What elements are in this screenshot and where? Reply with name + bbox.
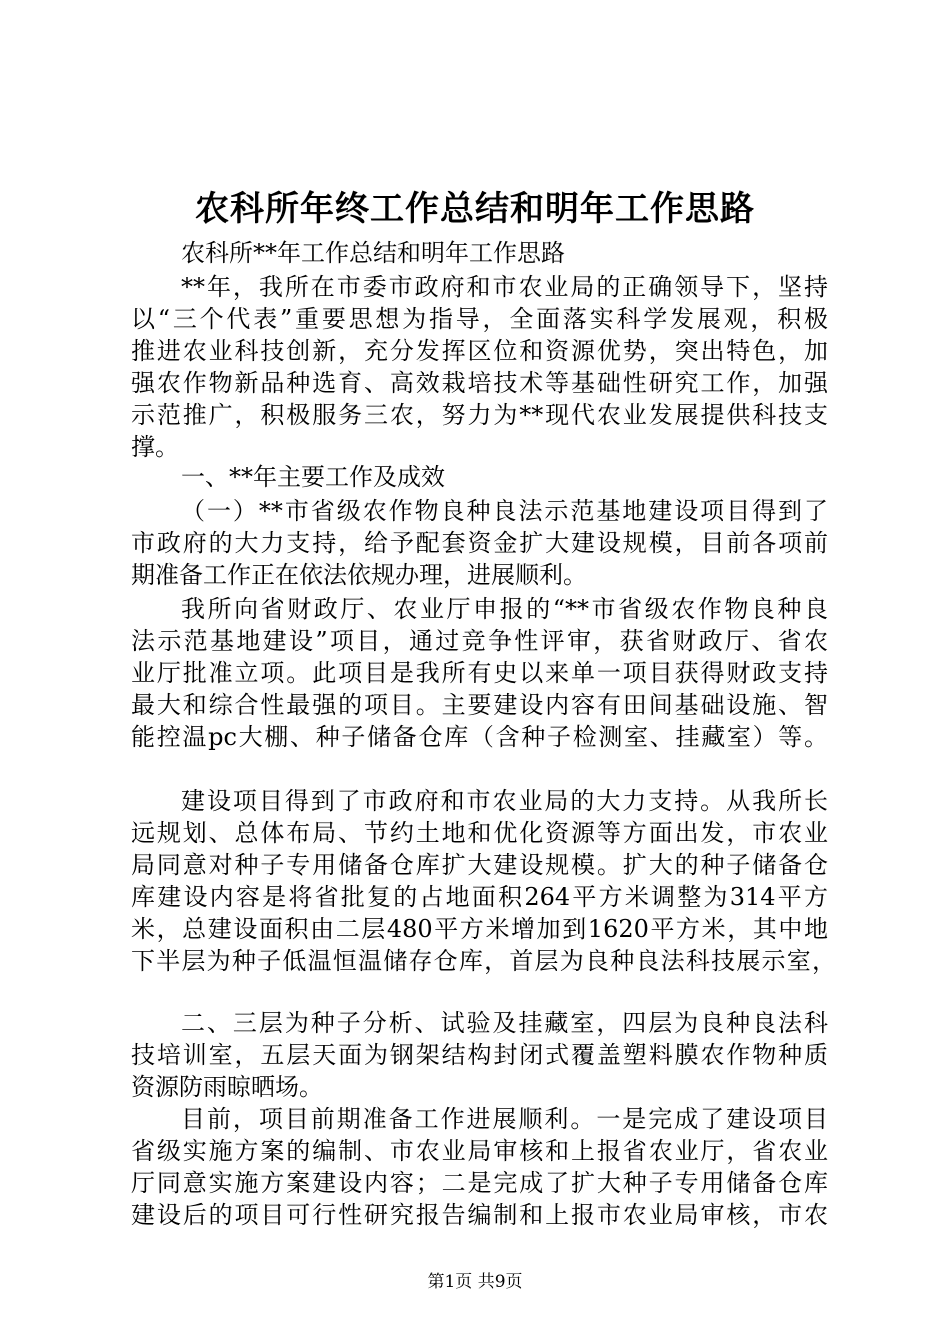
doc-line: （一）**市省级农作物良种良法示范基地建设项目得到了 bbox=[181, 497, 828, 525]
doc-line: 建设项目得到了市政府和市农业局的大力支持。从我所长 bbox=[181, 787, 828, 815]
doc-line: 期准备工作正在依法依规办理，进展顺利。 bbox=[131, 561, 587, 589]
doc-line: 厅同意实施方案建设内容；二是完成了扩大种子专用储备仓库 bbox=[131, 1169, 828, 1197]
doc-line: 市政府的大力支持，给予配套资金扩大建设规模，目前各项前 bbox=[131, 529, 828, 557]
doc-line: 一、**年主要工作及成效 bbox=[181, 463, 445, 491]
doc-line: 撑。 bbox=[131, 433, 179, 461]
doc-line: 法示范基地建设”项目，通过竞争性评审，获省财政厅、省农 bbox=[131, 627, 828, 655]
doc-line: 米，总建设面积由二层480平方米增加到1620平方米，其中地 bbox=[131, 915, 828, 943]
doc-line: 库建设内容是将省批复的占地面积264平方米调整为314平方 bbox=[131, 883, 828, 911]
doc-line: 最大和综合性最强的项目。主要建设内容有田间基础设施、智 bbox=[131, 691, 828, 719]
doc-line: 推进农业科技创新，充分发挥区位和资源优势，突出特色，加 bbox=[131, 337, 828, 365]
doc-line: 强农作物新品种选育、高效栽培技术等基础性研究工作，加强 bbox=[131, 369, 828, 397]
page-footer: 第1页 共9页 bbox=[427, 1272, 523, 1292]
doc-line: 下半层为种子低温恒温储存仓库，首层为良种良法科技展示室， bbox=[131, 947, 836, 975]
doc-line: 技培训室，五层天面为钢架结构封闭式覆盖塑料膜农作物种质 bbox=[131, 1041, 828, 1069]
doc-line: **年，我所在市委市政府和市农业局的正确领导下，坚持 bbox=[181, 273, 828, 301]
doc-line: 能控温pc大棚、种子储备仓库（含种子检测室、挂藏室）等。 bbox=[131, 723, 828, 751]
doc-line: 业厅批准立项。此项目是我所有史以来单一项目获得财政支持 bbox=[131, 659, 828, 687]
doc-line: 资源防雨晾晒场。 bbox=[131, 1073, 323, 1101]
doc-line: 示范推广，积极服务三农，努力为**现代农业发展提供科技支 bbox=[131, 401, 828, 429]
doc-line: 目前，项目前期准备工作进展顺利。一是完成了建设项目 bbox=[181, 1105, 828, 1133]
doc-line: 以“三个代表”重要思想为指导，全面落实科学发展观，积极 bbox=[131, 305, 828, 333]
doc-line: 农科所**年工作总结和明年工作思路 bbox=[181, 239, 565, 267]
doc-line: 局同意对种子专用储备仓库扩大建设规模。扩大的种子储备仓 bbox=[131, 851, 828, 879]
doc-line: 远规划、总体布局、节约土地和优化资源等方面出发，市农业 bbox=[131, 819, 828, 847]
doc-line: 省级实施方案的编制、市农业局审核和上报省农业厅，省农业 bbox=[131, 1137, 828, 1165]
doc-line: 我所向省财政厅、农业厅申报的“**市省级农作物良种良 bbox=[181, 595, 828, 623]
doc-line: 二、三层为种子分析、试验及挂藏室，四层为良种良法科 bbox=[181, 1009, 828, 1037]
doc-line: 建设后的项目可行性研究报告编制和上报市农业局审核，市农 bbox=[131, 1201, 828, 1229]
document-title: 农科所年终工作总结和明年工作思路 bbox=[195, 189, 755, 229]
